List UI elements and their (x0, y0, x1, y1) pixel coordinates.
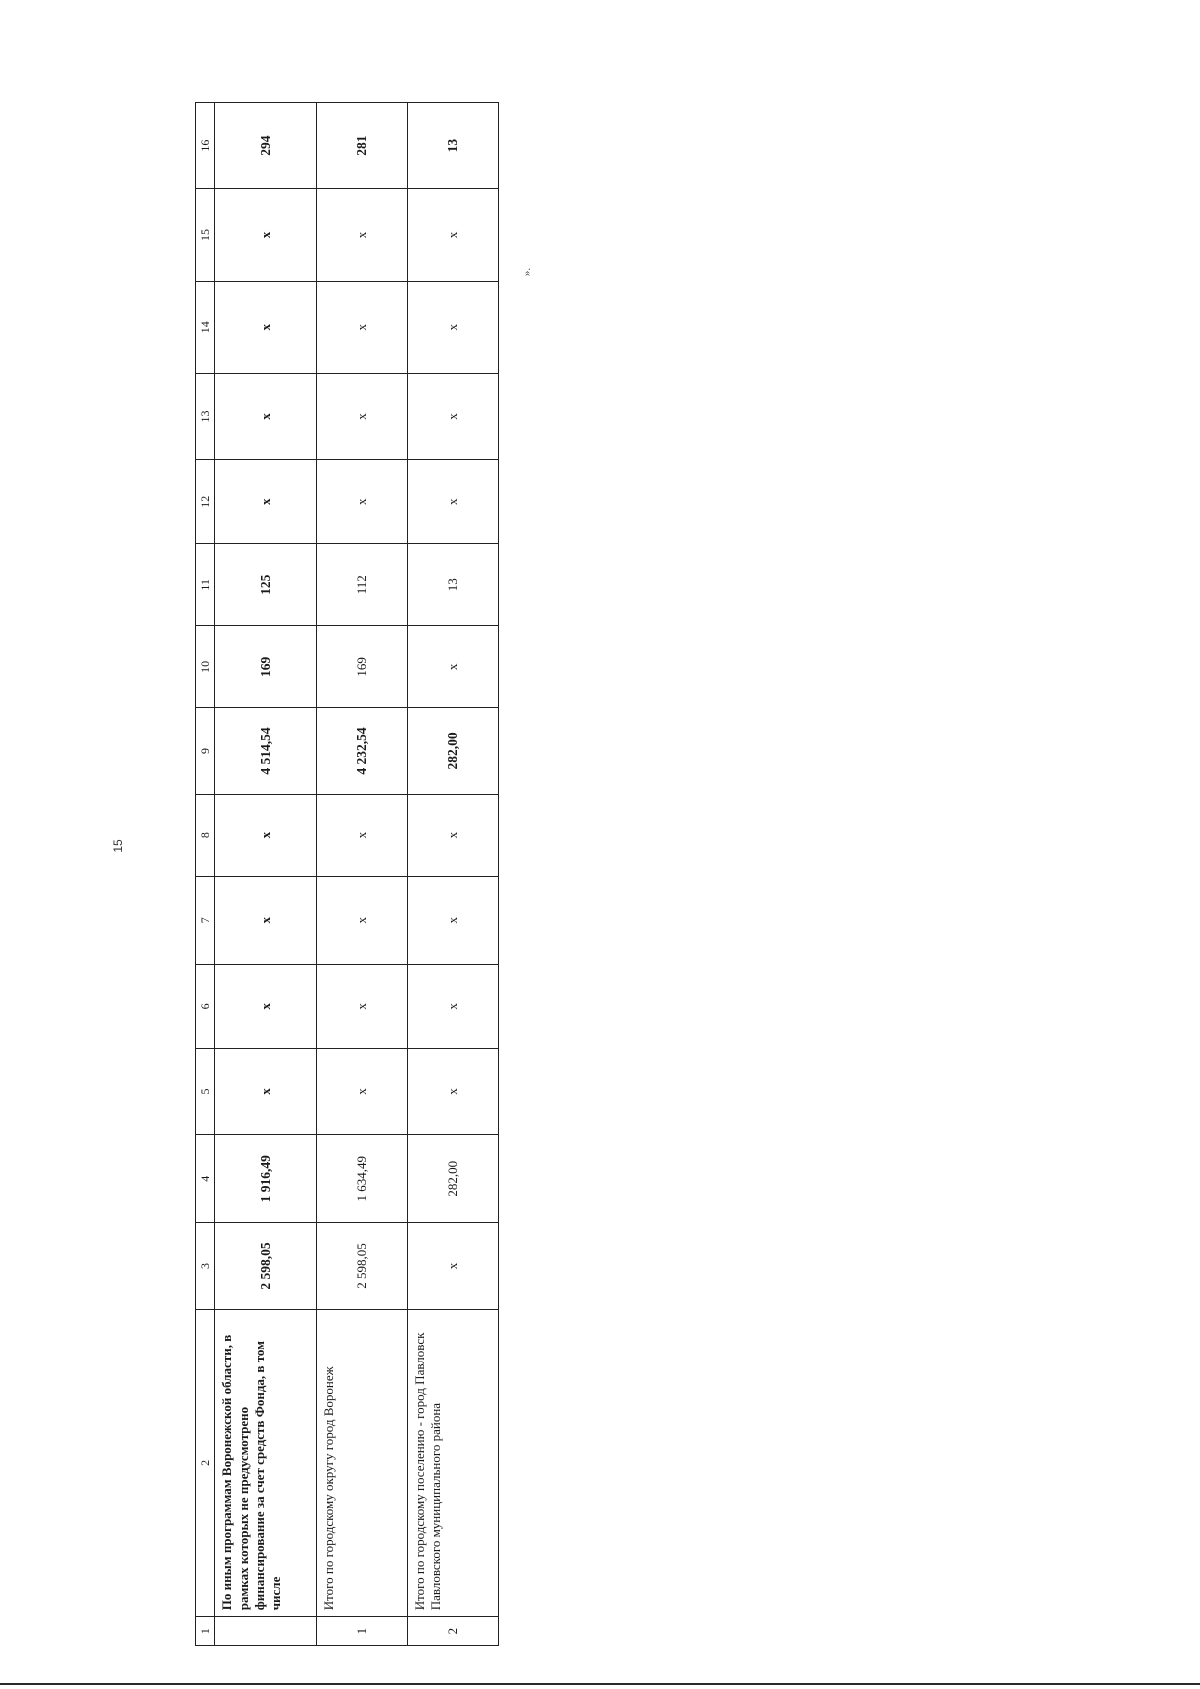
table-cell: x (407, 1223, 498, 1309)
table-cell: 4 232,54 (316, 708, 407, 794)
table-cell: x (407, 626, 498, 708)
table-cell: x (316, 373, 407, 459)
header-cell: 11 (196, 544, 215, 626)
table-cell-name: Итого по городскому поселению - город Павловск Павловского муниципального района (407, 1309, 498, 1617)
table-cell: 169 (316, 626, 407, 708)
table-container (195, 102, 499, 1646)
header-cell: 10 (196, 626, 215, 708)
table-cell: x (215, 281, 316, 373)
table-cell: 4 514,54 (215, 708, 316, 794)
header-cell: 5 (196, 1048, 215, 1134)
table-cell: 282,00 (407, 1135, 498, 1223)
header-cell: 3 (196, 1223, 215, 1309)
table-cell: x (407, 964, 498, 1048)
header-cell: 9 (196, 708, 215, 794)
table-cell: x (215, 964, 316, 1048)
table-cell: x (215, 794, 316, 876)
table-cell (215, 1617, 316, 1646)
table-cell: x (215, 189, 316, 281)
header-cell: 1 (196, 1617, 215, 1646)
header-cell: 16 (196, 103, 215, 189)
table-cell: x (316, 794, 407, 876)
table-cell-index: 2 (407, 1617, 498, 1646)
header-cell: 15 (196, 189, 215, 281)
table-cell: x (316, 189, 407, 281)
table-row (316, 103, 407, 1646)
bottom-divider (0, 1683, 1200, 1685)
header-cell: 4 (196, 1135, 215, 1223)
table-cell: x (407, 189, 498, 281)
table-cell: x (316, 964, 407, 1048)
table-cell: x (316, 876, 407, 964)
table-cell: x (316, 281, 407, 373)
table-cell: x (407, 373, 498, 459)
header-cell: 14 (196, 281, 215, 373)
table-cell: 169 (215, 626, 316, 708)
table-cell: x (407, 876, 498, 964)
header-cell: 12 (196, 460, 215, 544)
table-cell: x (215, 1048, 316, 1134)
table-cell: x (407, 1048, 498, 1134)
table-cell: x (407, 281, 498, 373)
table-cell: 1 916,49 (215, 1135, 316, 1223)
table-cell: x (215, 876, 316, 964)
table-header-row (196, 103, 215, 1646)
table-cell: 281 (316, 103, 407, 189)
table-cell: 13 (407, 544, 498, 626)
closing-quote-mark: ». (521, 267, 533, 277)
table-cell: x (316, 1048, 407, 1134)
table-cell: x (215, 460, 316, 544)
table-row (215, 103, 316, 1646)
table-cell: 1 634,49 (316, 1135, 407, 1223)
table-cell: 125 (215, 544, 316, 626)
header-cell: 13 (196, 373, 215, 459)
table-cell-name: Итого по городскому округу город Воронеж (316, 1309, 407, 1617)
table-cell-index: 1 (316, 1617, 407, 1646)
table-cell: 112 (316, 544, 407, 626)
table-cell: 13 (407, 103, 498, 189)
table-cell: 294 (215, 103, 316, 189)
page-number: 15 (111, 839, 125, 853)
table-cell: 2 598,05 (215, 1223, 316, 1309)
header-cell: 8 (196, 794, 215, 876)
table-cell: x (215, 373, 316, 459)
header-cell: 7 (196, 876, 215, 964)
table-cell-name: По иным программам Воронежской области, в рамках которых не предусмотрено финансирование за счет средств Фонда, в том числе (215, 1309, 316, 1617)
table-cell: 282,00 (407, 708, 498, 794)
table-cell: x (407, 794, 498, 876)
table-cell: 2 598,05 (316, 1223, 407, 1309)
table-cell: x (407, 460, 498, 544)
header-cell: 6 (196, 964, 215, 1048)
table-row (407, 103, 498, 1646)
header-cell: 2 (196, 1309, 215, 1617)
table-cell: x (316, 460, 407, 544)
data-table (195, 102, 499, 1646)
